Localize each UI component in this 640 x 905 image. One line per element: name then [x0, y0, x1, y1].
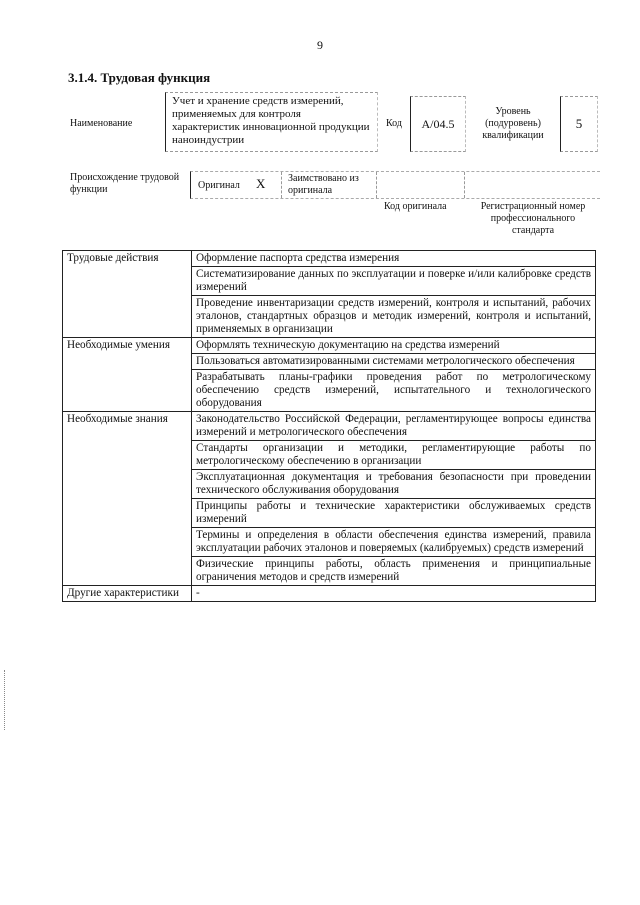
borrowed-label: Заимствовано из оригинала	[288, 173, 359, 196]
reg-number-caption: Регистрационный номер профессионального стандарта	[480, 201, 586, 236]
row-heading: Необходимые знания	[63, 412, 192, 586]
table-cell: Термины и определения в области обеспечения единства измерений, правила эксплуатации рабочих эталонов и поверяемых (калибруемых) средств измерений	[192, 528, 596, 557]
table-cell: Систематизирование данных по эксплуатации и поверке и/или калибровке средств измерений	[192, 267, 596, 296]
table-cell: Стандарты организации и методики, регламентирующие работы по метрологическому обеспечению в организации	[192, 441, 596, 470]
table-cell: Физические принципы работы, область применения и принципиальные ограничения методов и средств измерений	[192, 557, 596, 586]
table-cell: -	[192, 586, 596, 602]
name-label: Наименование	[70, 118, 133, 129]
function-name-box	[165, 92, 378, 152]
table-row	[63, 412, 596, 441]
code-value: A/04.5	[421, 116, 455, 131]
table-cell: Оформление паспорта средства измерения	[192, 251, 596, 267]
table-cell: Эксплуатационная документация и требования безопасности при проведении технического обслуживания оборудования	[192, 470, 596, 499]
origin-label: Происхождение трудовой функции	[70, 172, 180, 195]
table-cell: Разрабатывать планы-графики проведения работ по метрологическому обеспечению средств измерений, испытательного и технологического оборудования	[192, 370, 596, 412]
margin-mark	[4, 670, 7, 730]
page-number: 9	[317, 38, 323, 52]
function-name-value: Учет и хранение средств измерений, применяемых для контроля характеристик инновационной продукции наноиндустрии	[172, 95, 370, 146]
level-value: 5	[575, 116, 583, 131]
function-details-table	[62, 250, 596, 602]
level-value-box	[560, 96, 598, 152]
original-mark: X	[256, 176, 266, 191]
code-original-caption: Код оригинала	[384, 201, 447, 212]
section-title: 3.1.4. Трудовая функция	[68, 70, 211, 85]
table-row	[63, 251, 596, 267]
table-cell: Пользоваться автоматизированными системами метрологического обеспечения	[192, 354, 596, 370]
row-heading: Трудовые действия	[63, 251, 192, 338]
table-cell: Оформлять техническую документацию на средства измерений	[192, 338, 596, 354]
code-value-box	[410, 96, 466, 152]
table-row	[63, 338, 596, 354]
level-label: Уровень (подуровень) квалификации	[482, 106, 544, 141]
origin-row	[190, 171, 600, 199]
original-label: Оригинал	[198, 180, 240, 191]
table-cell: Законодательство Российской Федерации, регламентирующее вопросы единства измерений и метрологического обеспечения	[192, 412, 596, 441]
row-heading: Необходимые умения	[63, 338, 192, 412]
table-cell: Принципы работы и технические характеристики обслуживаемых средств измерений	[192, 499, 596, 528]
table-cell: Проведение инвентаризации средств измерений, контроля и испытаний, рабочих эталонов, стандартных образцов и методик измерений, контроля и испытаний, применяемых в организации	[192, 296, 596, 338]
code-label: Код	[386, 118, 402, 129]
table-row	[63, 586, 596, 602]
row-heading: Другие характеристики	[63, 586, 192, 602]
